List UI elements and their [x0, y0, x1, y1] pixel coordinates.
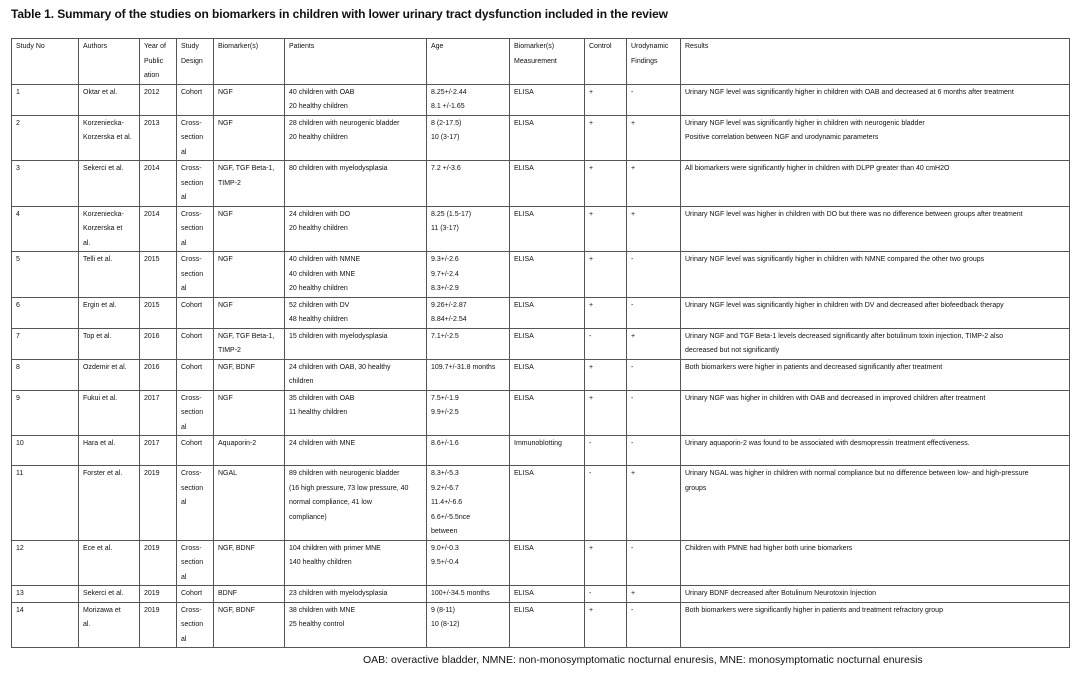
cell-biomarkers: NGF [214, 390, 285, 436]
table-row [12, 161, 1070, 207]
cell-control: + [585, 115, 627, 161]
header-study-design: Study Design [177, 39, 214, 85]
cell-biomarkers: NGF, BDNF [214, 602, 285, 648]
header-study-no: Study No [12, 39, 79, 85]
header-age: Age [427, 39, 510, 85]
cell-control: - [585, 466, 627, 541]
header-biomarkers: Biomarker(s) [214, 39, 285, 85]
cell-study-no: 1 [12, 84, 79, 115]
header-measurement: Biomarker(s) Measurement [510, 39, 585, 85]
cell-study-no: 3 [12, 161, 79, 207]
cell-urodynamic: - [627, 297, 681, 328]
cell-urodynamic: + [627, 161, 681, 207]
cell-measurement: ELISA [510, 252, 585, 298]
table-body [12, 84, 1070, 648]
table-row [12, 297, 1070, 328]
cell-study-design: Cross- section al [177, 115, 214, 161]
cell-urodynamic: - [627, 602, 681, 648]
cell-patients: 28 children with neurogenic bladder 20 healthy children [285, 115, 427, 161]
cell-biomarkers: NGF [214, 297, 285, 328]
cell-authors: Sekerci et al. [79, 161, 140, 207]
cell-results: All biomarkers were significantly higher in children with DLPP greater than 40 cmH2O [681, 161, 1070, 207]
cell-measurement: ELISA [510, 297, 585, 328]
cell-age: 9 (8-11) 10 (8-12) [427, 602, 510, 648]
cell-year: 2017 [140, 436, 177, 466]
cell-patients: 35 children with OAB 11 healthy children [285, 390, 427, 436]
cell-patients: 38 children with MNE 25 healthy control [285, 602, 427, 648]
cell-age: 109.7+/-31.8 months [427, 359, 510, 390]
cell-age: 9.3+/-2.6 9.7+/-2.4 8.3+/-2.9 [427, 252, 510, 298]
cell-results: Both biomarkers were higher in patients and decreased significantly after treatment [681, 359, 1070, 390]
cell-year: 2013 [140, 115, 177, 161]
cell-control: + [585, 602, 627, 648]
cell-patients: 23 children with myelodysplasia [285, 586, 427, 603]
cell-year: 2019 [140, 586, 177, 603]
cell-age: 9.26+/-2.87 8.84+/-2.54 [427, 297, 510, 328]
cell-study-design: Cross- section al [177, 161, 214, 207]
cell-measurement: ELISA [510, 466, 585, 541]
cell-measurement: ELISA [510, 206, 585, 252]
cell-study-design: Cross- section al [177, 252, 214, 298]
cell-urodynamic: - [627, 436, 681, 466]
cell-authors: Fukui et al. [79, 390, 140, 436]
cell-study-no: 14 [12, 602, 79, 648]
cell-patients: 40 children with OAB 20 healthy children [285, 84, 427, 115]
cell-urodynamic: + [627, 206, 681, 252]
cell-control: - [585, 586, 627, 603]
table-row [12, 206, 1070, 252]
cell-biomarkers: BDNF [214, 586, 285, 603]
cell-biomarkers: NGF, TGF Beta-1, TIMP-2 [214, 328, 285, 359]
cell-measurement: ELISA [510, 359, 585, 390]
cell-age: 100+/-34.5 months [427, 586, 510, 603]
cell-results: Urinary NGF level was significantly higher in children with OAB and decreased at 6 months after treatment [681, 84, 1070, 115]
cell-study-design: Cohort [177, 586, 214, 603]
cell-measurement: ELISA [510, 602, 585, 648]
cell-age: 8 (2-17.5) 10 (3-17) [427, 115, 510, 161]
cell-measurement: ELISA [510, 390, 585, 436]
cell-study-no: 7 [12, 328, 79, 359]
cell-biomarkers: NGF [214, 252, 285, 298]
cell-results: Both biomarkers were significantly higher in patients and treatment refractory group [681, 602, 1070, 648]
table-row [12, 602, 1070, 648]
cell-measurement: ELISA [510, 161, 585, 207]
cell-authors: Ozdemir et al. [79, 359, 140, 390]
cell-biomarkers: NGF, BDNF [214, 359, 285, 390]
cell-urodynamic: - [627, 359, 681, 390]
cell-year: 2014 [140, 161, 177, 207]
cell-patients: 24 children with OAB, 30 healthy children [285, 359, 427, 390]
table-row [12, 359, 1070, 390]
cell-age: 8.6+/-1.6 [427, 436, 510, 466]
cell-study-design: Cross- section al [177, 540, 214, 586]
header-authors: Authors [79, 39, 140, 85]
cell-measurement: ELISA [510, 115, 585, 161]
cell-year: 2016 [140, 359, 177, 390]
cell-results: Urinary NGF level was significantly higher in children with NMNE compared the other two groups [681, 252, 1070, 298]
table-row [12, 390, 1070, 436]
cell-year: 2017 [140, 390, 177, 436]
cell-study-design: Cross- section al [177, 602, 214, 648]
header-control: Control [585, 39, 627, 85]
cell-urodynamic: + [627, 466, 681, 541]
cell-study-design: Cohort [177, 436, 214, 466]
table-row [12, 252, 1070, 298]
cell-study-no: 9 [12, 390, 79, 436]
cell-control: + [585, 297, 627, 328]
cell-year: 2012 [140, 84, 177, 115]
cell-biomarkers: NGF, BDNF [214, 540, 285, 586]
header-urodynamic: Urodynamic Findings [627, 39, 681, 85]
cell-study-design: Cohort [177, 328, 214, 359]
cell-authors: Ece et al. [79, 540, 140, 586]
cell-urodynamic: - [627, 390, 681, 436]
cell-age: 7.2 +/-3.6 [427, 161, 510, 207]
cell-study-no: 13 [12, 586, 79, 603]
cell-age: 7.1+/-2.5 [427, 328, 510, 359]
cell-control: + [585, 390, 627, 436]
cell-year: 2019 [140, 540, 177, 586]
cell-biomarkers: NGF, TGF Beta-1, TIMP-2 [214, 161, 285, 207]
studies-table [11, 38, 1070, 648]
table-row [12, 115, 1070, 161]
cell-authors: Hara et al. [79, 436, 140, 466]
cell-measurement: Immunoblotting [510, 436, 585, 466]
header-patients: Patients [285, 39, 427, 85]
cell-age: 9.0+/-0.3 9.5+/-0.4 [427, 540, 510, 586]
cell-patients: 52 children with DV 48 healthy children [285, 297, 427, 328]
cell-control: + [585, 540, 627, 586]
cell-control: - [585, 436, 627, 466]
table-row [12, 436, 1070, 466]
cell-study-design: Cohort [177, 84, 214, 115]
cell-control: + [585, 84, 627, 115]
footnote: OAB: overactive bladder, NMNE: non-monosymptomatic nocturnal enuresis, MNE: monosymptomatic nocturnal enuresis [363, 654, 923, 666]
cell-year: 2015 [140, 297, 177, 328]
table-title: Table 1. Summary of the studies on biomarkers in children with lower urinary tract dysfunction included in the review [11, 7, 668, 21]
cell-authors: Forster et al. [79, 466, 140, 541]
cell-urodynamic: - [627, 84, 681, 115]
cell-control: - [585, 328, 627, 359]
cell-results: Urinary NGAL was higher in children with normal compliance but no difference between low- and high-pressure groups [681, 466, 1070, 541]
table-row [12, 328, 1070, 359]
cell-results: Urinary NGF was higher in children with OAB and decreased in improved children after treatment [681, 390, 1070, 436]
cell-study-design: Cross- section al [177, 466, 214, 541]
cell-results: Urinary NGF level was significantly higher in children with DV and decreased after biofeedback therapy [681, 297, 1070, 328]
header-year: Year of Public ation [140, 39, 177, 85]
cell-year: 2014 [140, 206, 177, 252]
cell-authors: Ergin et al. [79, 297, 140, 328]
cell-control: + [585, 161, 627, 207]
cell-control: + [585, 206, 627, 252]
cell-age: 8.25+/-2.44 8.1 +/-1.65 [427, 84, 510, 115]
cell-patients: 15 children with myelodysplasia [285, 328, 427, 359]
cell-study-no: 5 [12, 252, 79, 298]
cell-patients: 80 children with myelodysplasia [285, 161, 427, 207]
cell-authors: Morizawa et al. [79, 602, 140, 648]
cell-biomarkers: NGAL [214, 466, 285, 541]
cell-year: 2019 [140, 466, 177, 541]
cell-patients: 24 children with MNE [285, 436, 427, 466]
table-row [12, 540, 1070, 586]
cell-year: 2016 [140, 328, 177, 359]
cell-age: 8.3+/-5.3 9.2+/-6.7 11.4+/-6.6 6.6+/-5.5nce between [427, 466, 510, 541]
cell-study-no: 2 [12, 115, 79, 161]
cell-study-design: Cohort [177, 297, 214, 328]
cell-measurement: ELISA [510, 586, 585, 603]
cell-measurement: ELISA [510, 84, 585, 115]
cell-measurement: ELISA [510, 328, 585, 359]
cell-control: + [585, 359, 627, 390]
cell-urodynamic: - [627, 252, 681, 298]
cell-biomarkers: Aquaporin-2 [214, 436, 285, 466]
header-results: Results [681, 39, 1070, 85]
cell-authors: Korzeniecka- Korzerska et al. [79, 115, 140, 161]
cell-age: 8.25 (1.5-17) 11 (3-17) [427, 206, 510, 252]
cell-urodynamic: - [627, 540, 681, 586]
cell-urodynamic: + [627, 586, 681, 603]
cell-authors: Korzeniecka- Korzerska et al. [79, 206, 140, 252]
cell-patients: 40 children with NMNE 40 children with MNE 20 healthy children [285, 252, 427, 298]
cell-measurement: ELISA [510, 540, 585, 586]
cell-biomarkers: NGF [214, 84, 285, 115]
cell-results: Urinary BDNF decreased after Botulinum Neurotoxin İnjection [681, 586, 1070, 603]
cell-authors: Oktar et al. [79, 84, 140, 115]
cell-study-no: 8 [12, 359, 79, 390]
cell-results: Urinary NGF level was higher in children with DO but there was no difference between groups after treatment [681, 206, 1070, 252]
cell-results: Urinary NGF and TGF Beta-1 levels decreased significantly after botulinum toxin injection, TIMP-2 also decreased but not significantly [681, 328, 1070, 359]
cell-patients: 24 children with DO 20 healthy children [285, 206, 427, 252]
cell-patients: 89 children with neurogenic bladder (16 high pressure, 73 low pressure, 40 normal compliance, 41 low compliance) [285, 466, 427, 541]
table-header [12, 39, 1070, 85]
cell-urodynamic: + [627, 115, 681, 161]
cell-authors: Telli et al. [79, 252, 140, 298]
cell-year: 2015 [140, 252, 177, 298]
cell-study-no: 12 [12, 540, 79, 586]
table-row [12, 84, 1070, 115]
cell-urodynamic: + [627, 328, 681, 359]
cell-age: 7.5+/-1.9 9.9+/-2.5 [427, 390, 510, 436]
table-row [12, 466, 1070, 541]
table-row [12, 586, 1070, 603]
cell-study-design: Cross- section al [177, 206, 214, 252]
cell-year: 2019 [140, 602, 177, 648]
cell-study-no: 11 [12, 466, 79, 541]
cell-results: Children with PMNE had higher both urine biomarkers [681, 540, 1070, 586]
cell-study-design: Cross- section al [177, 390, 214, 436]
cell-study-no: 10 [12, 436, 79, 466]
cell-study-no: 4 [12, 206, 79, 252]
cell-authors: Sekerci et al. [79, 586, 140, 603]
cell-authors: Top et al. [79, 328, 140, 359]
cell-results: Urinary aquaporin-2 was found to be associated with desmopressin treatment effectiveness. [681, 436, 1070, 466]
cell-patients: 104 children with primer MNE 140 healthy children [285, 540, 427, 586]
cell-results: Urinary NGF level was significantly higher in children with neurogenic bladder Positive correlation between NGF and urodynamic parameters [681, 115, 1070, 161]
cell-study-design: Cohort [177, 359, 214, 390]
cell-biomarkers: NGF [214, 115, 285, 161]
cell-study-no: 6 [12, 297, 79, 328]
cell-biomarkers: NGF [214, 206, 285, 252]
cell-control: + [585, 252, 627, 298]
